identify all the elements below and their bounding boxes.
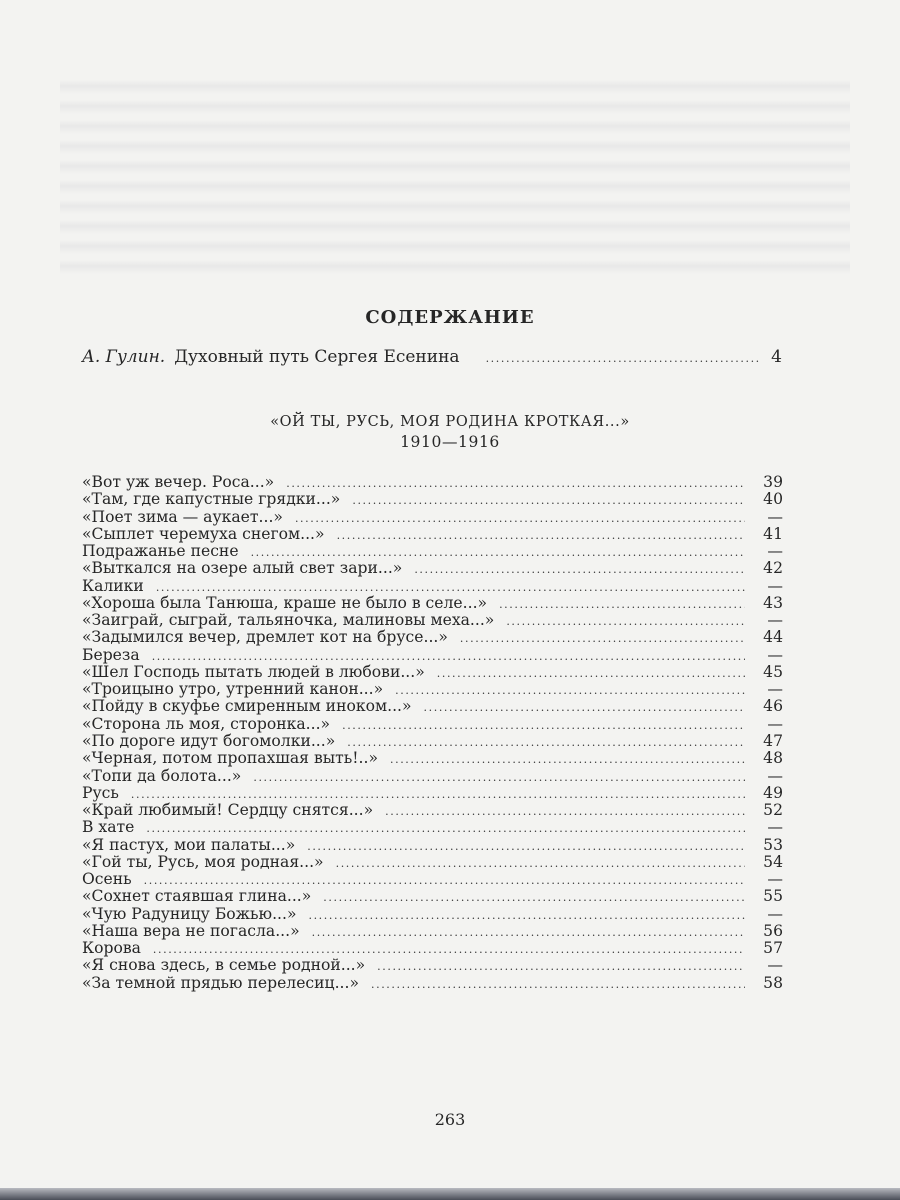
dot-leader — [385, 803, 745, 820]
section-years: 1910—1916 — [400, 433, 500, 451]
dot-leader — [506, 613, 745, 630]
toc-entry[interactable] — [82, 906, 783, 923]
toc-entry[interactable] — [82, 526, 783, 543]
dot-leader — [390, 751, 745, 768]
toc-entry[interactable] — [82, 733, 783, 750]
toc-entry[interactable] — [82, 923, 783, 940]
entry-page: 52 — [763, 801, 783, 820]
toc-intro-entry[interactable] — [82, 347, 782, 367]
entry-page: 44 — [763, 628, 783, 647]
entry-page: 56 — [763, 921, 783, 940]
dot-leader — [342, 717, 745, 734]
entry-title: «Наша вера не погасла...» — [82, 921, 300, 940]
dot-leader — [371, 976, 745, 993]
entry-page: — — [767, 611, 783, 630]
entry-title: «Хороша была Танюша, краше не было в селе...» — [82, 593, 488, 612]
dot-leader — [336, 855, 745, 872]
entry-page: — — [767, 714, 783, 733]
entry-title: «Заиграй, сыграй, тальяночка, малиновы меха...» — [82, 611, 495, 630]
dot-leader — [395, 682, 745, 699]
toc-entry[interactable] — [82, 837, 783, 854]
entry-page: 46 — [763, 697, 783, 716]
entry-title: «По дороге идут богомолки...» — [82, 731, 336, 750]
entry-title: «Сыплет черемуха снегом...» — [82, 524, 325, 543]
dot-leader — [337, 527, 745, 544]
intro-title: Духовный путь Сергея Есенина — [174, 347, 460, 367]
toc-entry[interactable] — [82, 595, 783, 612]
entry-title: Калики — [82, 576, 144, 595]
dot-leader — [307, 838, 745, 855]
dot-leader — [460, 630, 745, 647]
section-title: «ОЙ ТЫ, РУСЬ, МОЯ РОДИНА КРОТКАЯ...» — [270, 414, 630, 430]
dot-leader — [377, 958, 745, 975]
entry-page: 43 — [763, 593, 783, 612]
toc-entry[interactable] — [82, 819, 783, 836]
toc-entry[interactable] — [82, 888, 783, 905]
entry-title: «За темной прядью перелесиц...» — [82, 973, 359, 992]
dot-leader — [295, 510, 745, 527]
entry-title: «Топи да болота...» — [82, 766, 242, 785]
entry-page: 49 — [763, 783, 783, 802]
toc-entry[interactable] — [82, 491, 783, 508]
toc-list — [82, 474, 783, 992]
entry-title: «Задымился вечер, дремлет кот на брусе...» — [82, 628, 448, 647]
dot-leader — [286, 475, 745, 492]
entry-page: 41 — [763, 524, 783, 543]
scan-edge — [0, 1188, 900, 1200]
toc-entry[interactable] — [82, 750, 783, 767]
entry-page: 45 — [763, 662, 783, 681]
toc-entry[interactable] — [82, 664, 783, 681]
dot-leader — [424, 699, 745, 716]
entry-page: — — [767, 904, 783, 923]
entry-page: 39 — [763, 473, 783, 491]
entry-title: «Поет зима — аукает...» — [82, 507, 283, 526]
entry-title: «Край любимый! Сердцу снятся...» — [82, 801, 374, 820]
toc-entry[interactable] — [82, 716, 783, 733]
dot-leader — [347, 734, 745, 751]
toc-entry[interactable] — [82, 543, 783, 560]
entry-title: «Гой ты, Русь, моя родная...» — [82, 852, 324, 871]
toc-entry[interactable] — [82, 560, 783, 577]
toc-entry[interactable] — [82, 612, 783, 629]
entry-title: Корова — [82, 939, 141, 958]
entry-page: — — [767, 956, 783, 975]
entry-page: 55 — [763, 887, 783, 906]
entry-title: «Чую Радуницу Божью...» — [82, 904, 297, 923]
entry-page: — — [767, 680, 783, 699]
toc-entry[interactable] — [82, 854, 783, 871]
dot-leader — [499, 596, 745, 613]
entry-title: Осень — [82, 870, 132, 889]
entry-title: «Я пастух, мои палаты...» — [82, 835, 296, 854]
dot-leader — [253, 769, 745, 786]
toc-entry[interactable] — [82, 629, 783, 646]
dot-leader — [312, 924, 745, 941]
entry-page: 53 — [763, 835, 783, 854]
page-heading: СОДЕРЖАНИЕ — [365, 307, 535, 328]
entry-title: В хате — [82, 818, 135, 837]
entry-title: «Троицыно утро, утренний канон...» — [82, 680, 384, 699]
toc-entry[interactable] — [82, 647, 783, 664]
entry-page: 58 — [763, 973, 783, 992]
toc-entry[interactable] — [82, 785, 783, 802]
entry-page: 42 — [763, 559, 783, 578]
entry-page: — — [767, 766, 783, 785]
entry-page: 54 — [763, 852, 783, 871]
dot-leader — [146, 820, 745, 837]
entry-page: 57 — [763, 939, 783, 958]
entry-page: 48 — [763, 749, 783, 768]
dot-leader — [352, 492, 745, 509]
entry-title: «Сохнет стаявшая глина...» — [82, 887, 312, 906]
toc-entry[interactable] — [82, 940, 783, 957]
entry-title: «Черная, потом пропахшая выть!..» — [82, 749, 378, 768]
toc-entry[interactable] — [82, 768, 783, 785]
entry-page: — — [767, 645, 783, 664]
toc-entry[interactable] — [82, 509, 783, 526]
entry-title: Береза — [82, 645, 140, 664]
dot-leader — [323, 889, 745, 906]
entry-page: 47 — [763, 731, 783, 750]
toc-entry[interactable] — [82, 802, 783, 819]
bleed-through-texture — [60, 80, 850, 280]
toc-entry[interactable] — [82, 975, 783, 992]
entry-title: «Я снова здесь, в семье родной...» — [82, 956, 366, 975]
dot-leader — [437, 665, 745, 682]
toc-entry[interactable] — [82, 871, 783, 888]
entry-title: «Пойду в скуфье смиренным иноком...» — [82, 697, 412, 716]
entry-title: «Шел Господь пытать людей в любови...» — [82, 662, 425, 681]
entry-page: — — [767, 507, 783, 526]
toc-entry[interactable] — [82, 681, 783, 698]
entry-title: Русь — [82, 783, 119, 802]
entry-page: 40 — [763, 490, 783, 509]
intro-page: 4 — [771, 347, 782, 367]
page-number: 263 — [434, 1110, 466, 1129]
entry-title: «Сторона ль моя, сторонка...» — [82, 714, 331, 733]
toc-entry[interactable] — [82, 474, 783, 491]
toc-entry[interactable] — [82, 578, 783, 595]
dot-leader — [486, 352, 762, 365]
entry-page: — — [767, 818, 783, 837]
intro-author: А. Гулин. — [82, 347, 166, 367]
entry-title: «Выткался на озере алый свет зари...» — [82, 559, 403, 578]
entry-page: — — [767, 542, 783, 561]
toc-entry[interactable] — [82, 698, 783, 715]
toc-entry[interactable] — [82, 957, 783, 974]
entry-title: Подражанье песне — [82, 542, 239, 561]
entry-page: — — [767, 870, 783, 889]
entry-page: — — [767, 576, 783, 595]
entry-title: «Там, где капустные грядки...» — [82, 490, 341, 509]
dot-leader — [308, 907, 745, 924]
entry-title: «Вот уж вечер. Роса...» — [82, 473, 275, 491]
dot-leader — [414, 561, 745, 578]
